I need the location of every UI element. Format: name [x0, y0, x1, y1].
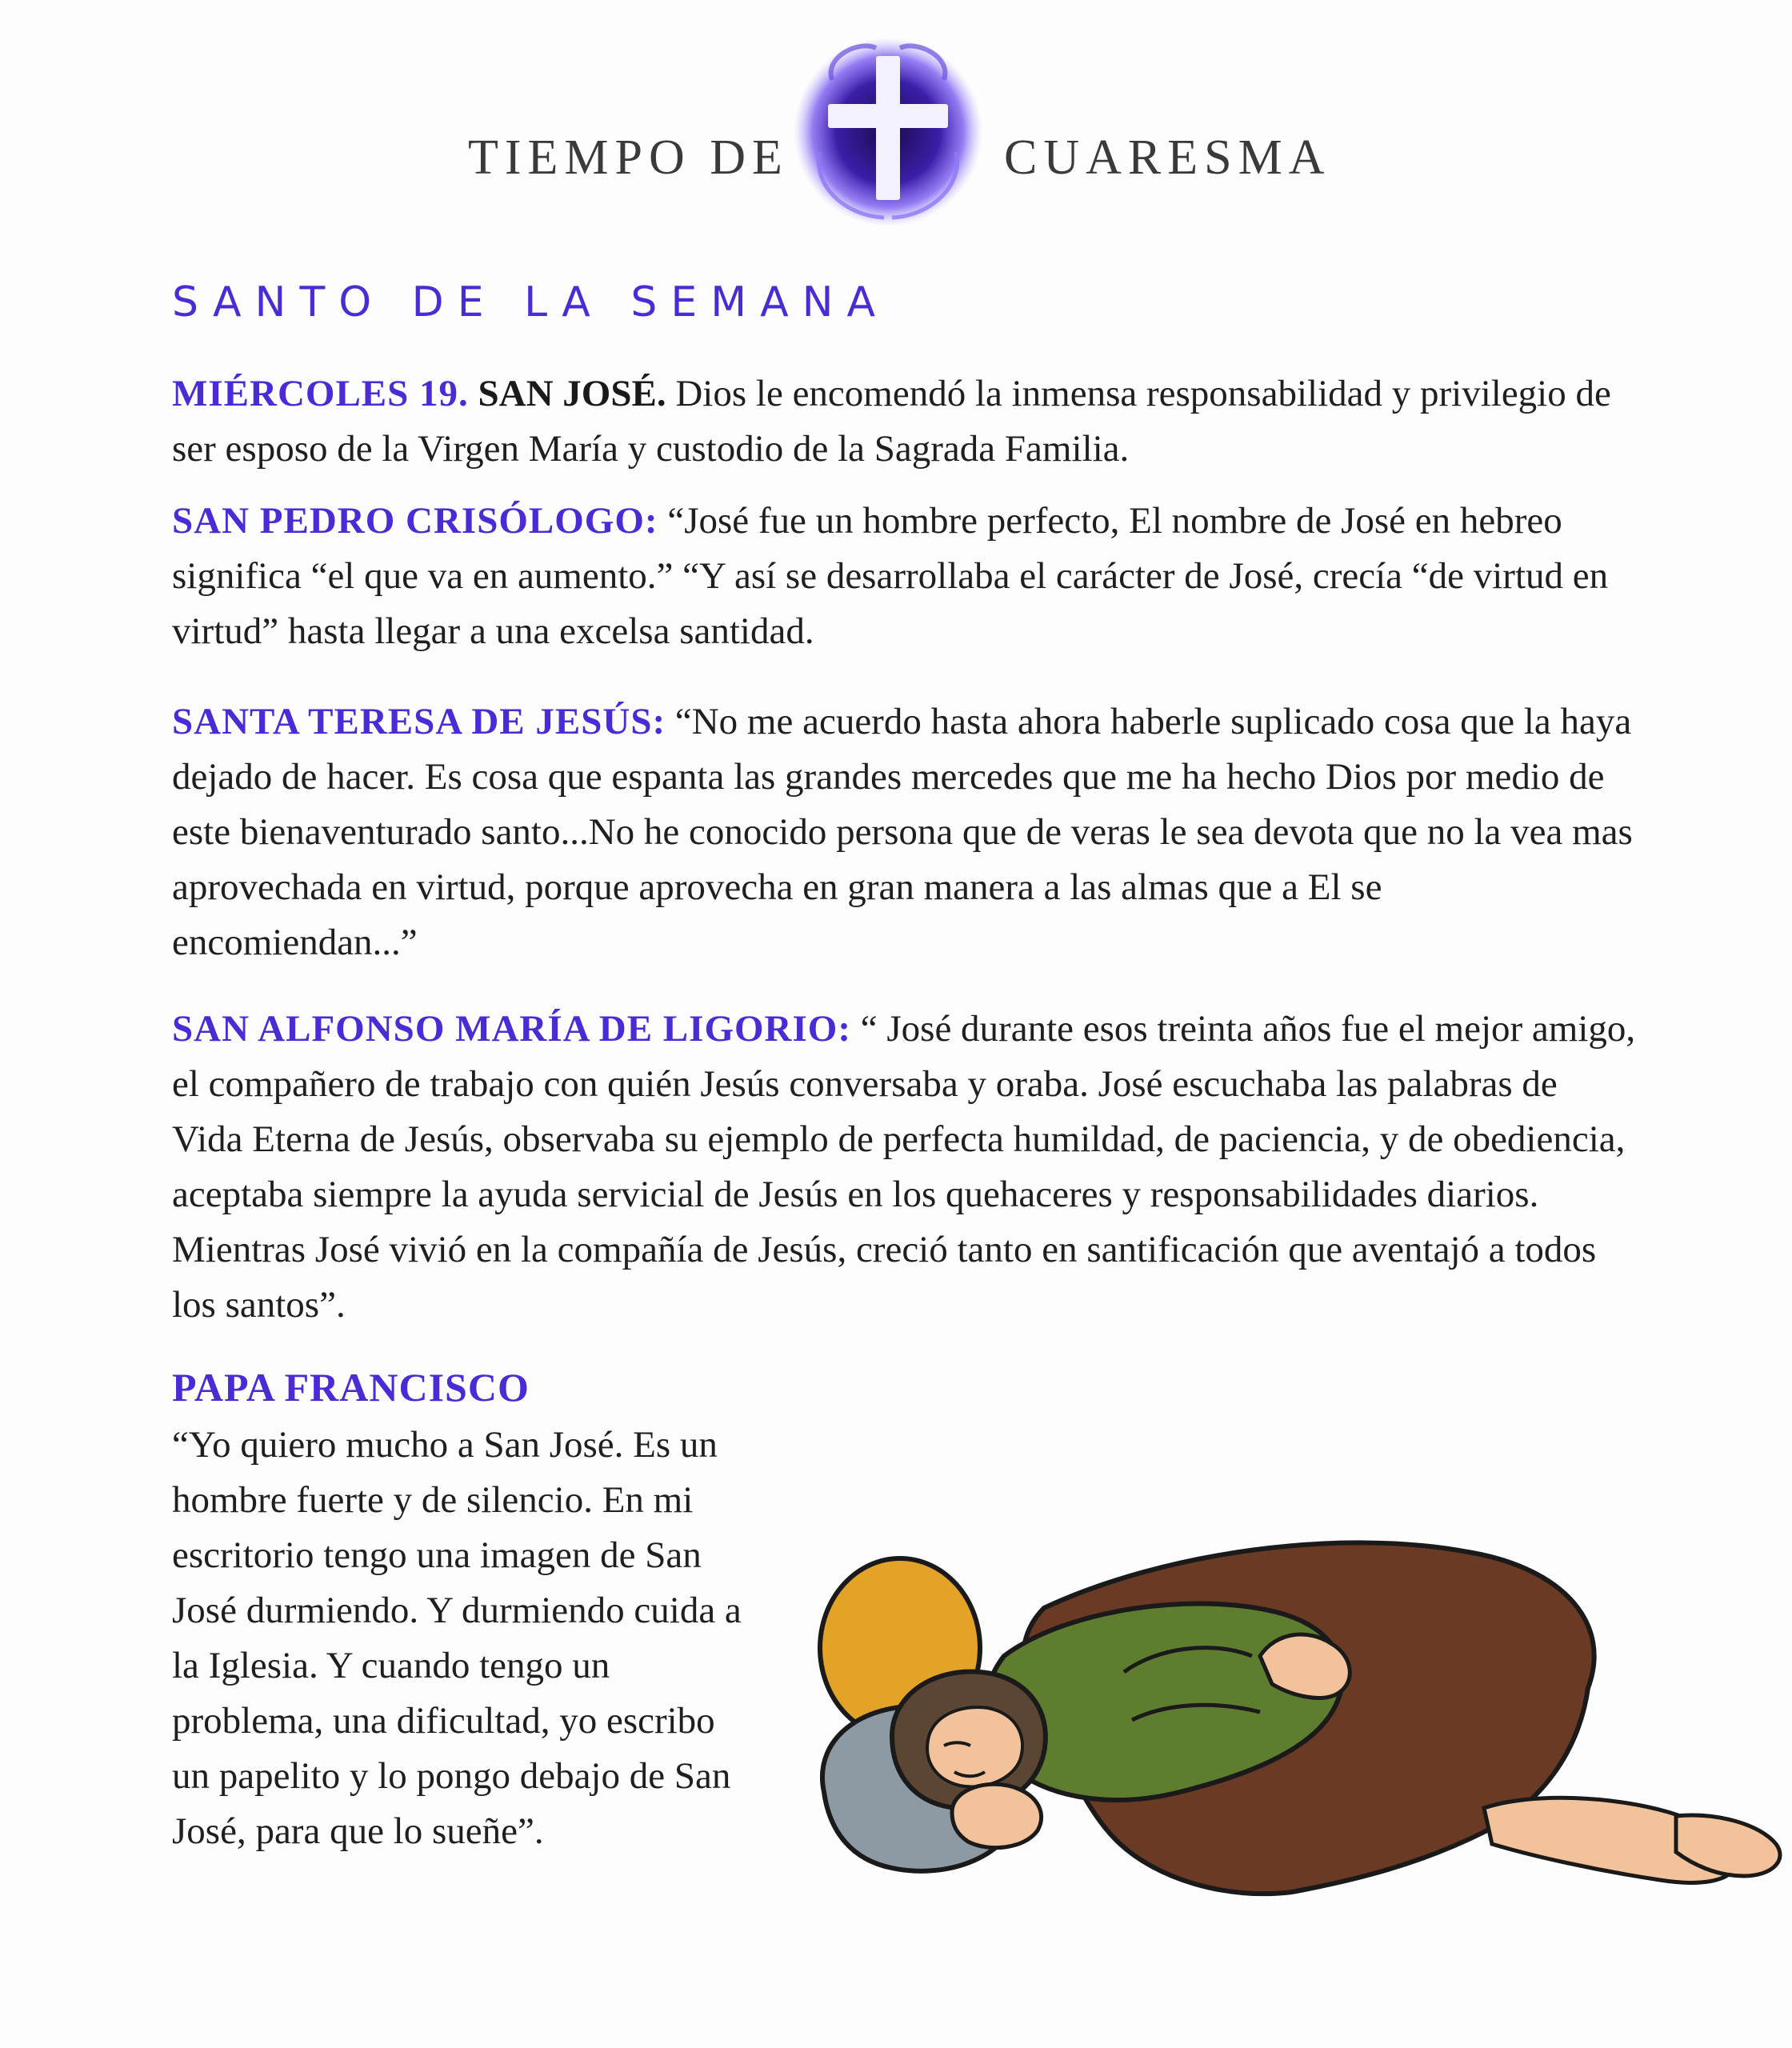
cross-logo-icon [788, 32, 988, 232]
entry-text: “No me acuerdo hasta ahora haberle suplicado cosa que la haya dejado de hacer. Es cosa que espanta las grandes mercedes que me ha hecho Dios por medio de este bienaventurado santo...No he conocido persona que de veras le sea devota que no la vea mas aprovechada en virtud, porque aprovecha en gran manera a las almas que a El se encomiendan...” [172, 701, 1633, 963]
entry-text: “ José durante esos treinta años fue el mejor amigo, el compañero de trabajo con quién Jesús conversaba y oraba. José escuchaba las palabras de Vida Eterna de Jesús, observaba su ejemplo de perfecta humildad, de paciencia, y de obediencia, aceptaba siempre la ayuda servicial de Jesús en los quehaceres y responsabilidades diarios. Mientras José vivió en la compañía de Jesús, creció tanto en santificación que aventajó a todos los santos”. [172, 1008, 1636, 1326]
papa-francisco-title: PAPA FRANCISCO [172, 1365, 530, 1410]
entry-san-jose [172, 366, 1636, 477]
entry-label: SAN ALFONSO MARÍA DE LIGORIO: [172, 1008, 851, 1050]
entry-text: Dios le encomendó la inmensa responsabilidad y privilegio de ser esposo de la Virgen María y custodio de la Sagrada Familia. [172, 373, 1611, 470]
entry-ligorio [172, 1002, 1636, 1333]
sleeping-saint-joseph-icon [780, 1536, 1792, 1928]
entry-text: “José fue un hombre perfecto, El nombre de José en hebreo significa “el que va en aumento.” “Y así se desarrollaba el carácter de José, crecía “de virtud en virtud” hasta llegar a una excelsa santidad. [172, 500, 1609, 652]
entry-label: SANTA TERESA DE JESÚS: [172, 701, 666, 742]
entry-crisologo [172, 494, 1636, 659]
header-right-word: CUARESMA [1004, 130, 1331, 185]
header-left-word: TIEMPO DE [468, 130, 789, 185]
section-title: SANTO DE LA SEMANA [172, 278, 890, 326]
header [0, 32, 1792, 232]
entry-teresa [172, 694, 1636, 970]
papa-francisco-quote: “Yo quiero mucho a San José. Es un hombre fuerte y de silencio. En mi escritorio tengo una imagen de San José durmiendo. Y durmiendo cuida a la Iglesia. Y cuando tengo un problema, una dificultad, yo escribo un papelito y lo pongo debajo de San José, para que lo sueñe”. [172, 1424, 742, 1852]
entry-saint-name: SAN JOSÉ. [478, 373, 666, 414]
entry-label: SAN PEDRO CRISÓLOGO: [172, 500, 658, 542]
entry-date-label: MIÉRCOLES 19. [172, 373, 469, 414]
